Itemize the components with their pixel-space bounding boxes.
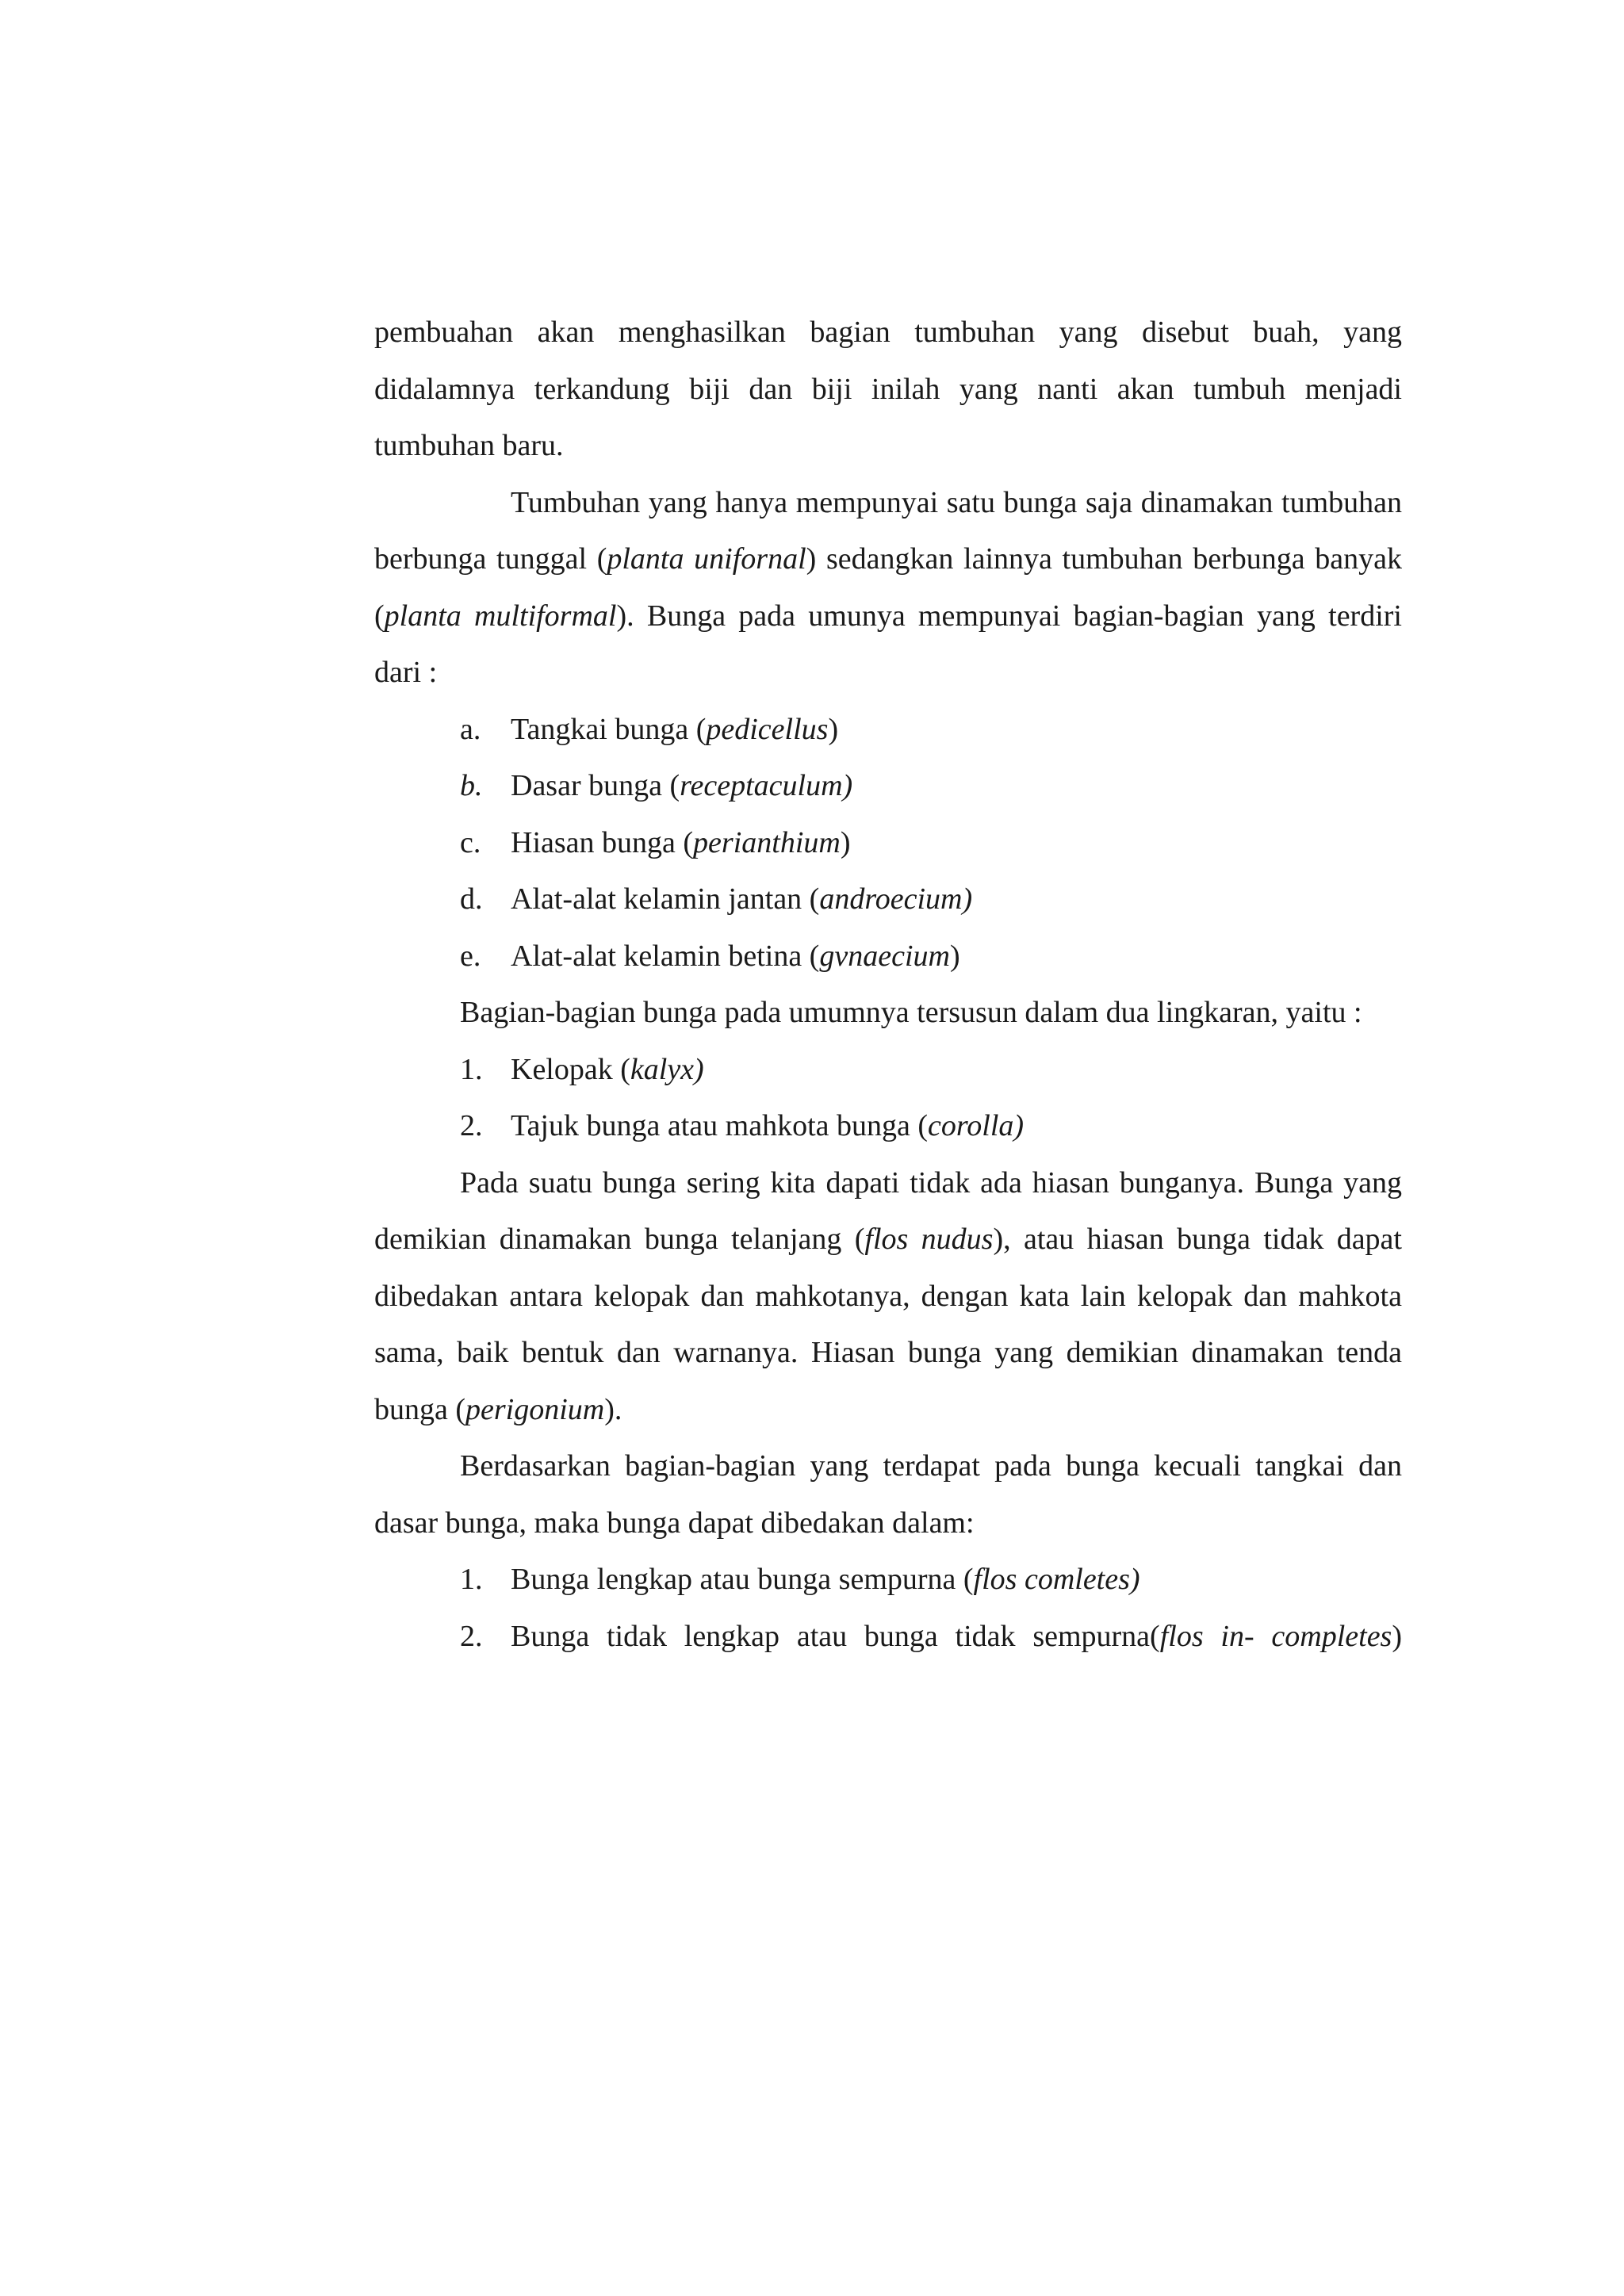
list-item <box>374 1042 1402 1099</box>
list-marker: 2. <box>460 1619 483 1653</box>
latin-term: planta unifornal <box>607 542 806 576</box>
list-item-close: ) <box>949 939 960 973</box>
list-marker: 1. <box>460 1563 483 1596</box>
paragraph-lingkaran <box>374 985 1402 1042</box>
list-marker: d. <box>460 882 483 916</box>
list-item-text: Hiasan bunga ( <box>511 825 694 859</box>
paragraph-text: ), atau hiasan bunga tidak dapat dibedakan antara kelopak dan mahkotanya, dengan kata lain kelopak dan mahkota sama, baik bentuk dan warnanya. Hiasan bunga yang demikian dinamakan tenda bunga ( <box>374 1223 1402 1426</box>
flower-circles-list <box>374 1042 1402 1155</box>
flower-types-list <box>374 1552 1402 1665</box>
latin-term: androecium) <box>819 882 973 916</box>
list-item <box>374 871 1402 928</box>
list-marker: c. <box>460 825 481 859</box>
list-item <box>374 928 1402 985</box>
list-marker: 2. <box>460 1109 483 1142</box>
list-item <box>374 1098 1402 1155</box>
list-item <box>374 815 1402 872</box>
paragraph-text: Bagian-bagian bunga pada umumnya tersusun dalam dua lingkaran, yaitu : <box>460 996 1362 1029</box>
list-item <box>374 1609 1402 1666</box>
flower-parts-list <box>374 702 1402 985</box>
list-item-text: Alat-alat kelamin betina ( <box>511 939 820 973</box>
list-item-text: Kelopak ( <box>511 1052 630 1086</box>
list-item-text: Bunga lengkap atau bunga sempurna ( <box>511 1563 974 1596</box>
paragraph-text: pembuahan akan menghasilkan bagian tumbuhan yang disebut buah, yang didalamnya terkandung biji dan biji inilah yang nanti akan tumbuh menjadi tumbuhan baru. <box>374 316 1402 462</box>
latin-term: kalyx) <box>630 1052 704 1086</box>
list-item-close: ) <box>1392 1619 1403 1653</box>
latin-term: pedicellus <box>706 712 829 746</box>
list-item-text: Tangkai bunga ( <box>511 712 707 746</box>
list-marker: e. <box>460 939 481 973</box>
list-marker: 1. <box>460 1052 483 1086</box>
paragraph-text: Tumbuhan yang hanya mempunyai satu bunga saja dinamakan tumbuhan berbunga tunggal ( <box>374 485 1402 576</box>
latin-term: flos nudus <box>864 1223 994 1256</box>
paragraph-berdasarkan <box>374 1438 1402 1552</box>
list-item <box>374 702 1402 759</box>
paragraph-bunga-telanjang <box>374 1155 1402 1439</box>
paragraph-text: ). <box>604 1392 622 1426</box>
latin-term: gvnaecium <box>819 939 950 973</box>
paragraph-pembuahan <box>374 304 1402 475</box>
latin-term: receptaculum) <box>680 769 853 802</box>
list-item-text: Alat-alat kelamin jantan ( <box>511 882 820 916</box>
latin-term: flos in- completes <box>1159 1619 1392 1653</box>
list-item-close: ) <box>840 825 851 859</box>
latin-term: perigonium <box>465 1392 605 1426</box>
document-page <box>374 304 1402 1665</box>
list-item <box>374 1552 1402 1609</box>
paragraph-text: Pada suatu bunga sering kita dapati tidak ada hiasan bunganya. Bunga yang demikian dinamakan bunga telanjang ( <box>374 1165 1402 1256</box>
latin-term: flos comletes) <box>973 1563 1140 1596</box>
latin-term: corolla) <box>928 1109 1025 1142</box>
list-item-text: Tajuk bunga atau mahkota bunga ( <box>511 1109 929 1142</box>
list-item-text: Bunga tidak lengkap atau bunga tidak sempurna( <box>511 1619 1160 1653</box>
paragraph-text: ) sedangkan lainnya tumbuhan berbunga banyak ( <box>374 542 1402 633</box>
latin-term: perianthium <box>693 825 841 859</box>
list-item <box>374 758 1402 815</box>
list-marker: a. <box>460 712 481 746</box>
paragraph-text: ). Bunga pada umunya mempunyai bagian-bagian yang terdiri dari : <box>374 599 1402 689</box>
list-item-close: ) <box>828 712 839 746</box>
list-item-text: Dasar bunga ( <box>511 769 680 802</box>
paragraph-text: Berdasarkan bagian-bagian yang terdapat pada bunga kecuali tangkai dan dasar bunga, maka bunga dapat dibedakan dalam: <box>374 1449 1402 1540</box>
list-marker: b. <box>460 769 483 802</box>
paragraph-tumbuhan-berbunga <box>374 475 1402 702</box>
latin-term: planta multiformal <box>384 599 617 633</box>
